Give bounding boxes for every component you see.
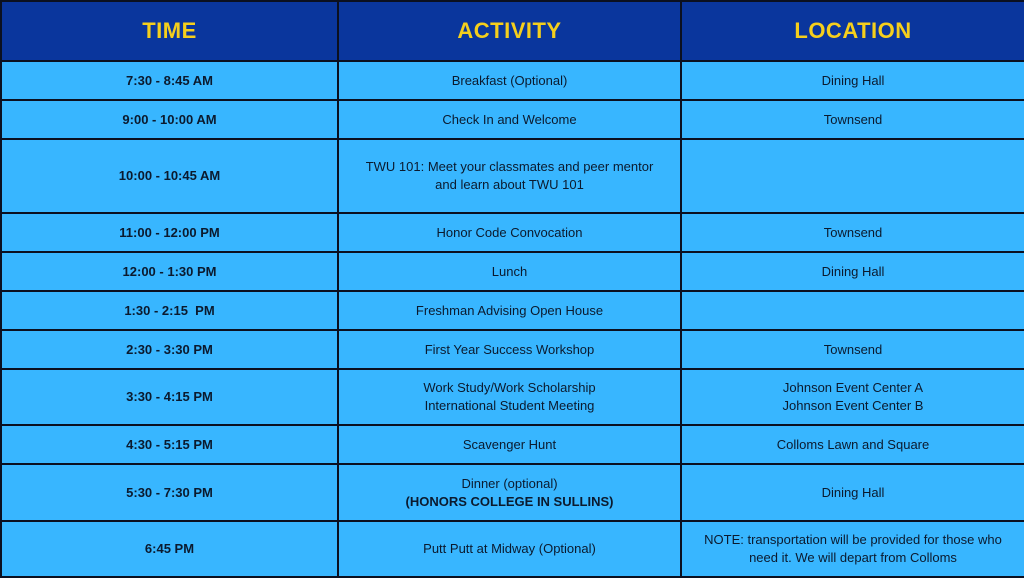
transport-note-line: need it. We will depart from Colloms (749, 550, 957, 565)
location-cell (681, 464, 1024, 521)
location-line: Colloms Lawn and Square (776, 436, 930, 452)
activity-cell (338, 330, 681, 369)
activity-cell (338, 252, 681, 291)
header-row (1, 1, 1024, 61)
time-cell: 2:30 - 3:30 PM (1, 330, 338, 369)
activity-header: ACTIVITY (338, 1, 681, 61)
activity-line: Check In and Welcome (442, 111, 577, 127)
table-row (1, 252, 1024, 291)
location-cell (681, 521, 1024, 577)
activity-cell (338, 139, 681, 213)
activity-line: and learn about TWU 101 (435, 177, 584, 192)
time-cell: 5:30 - 7:30 PM (1, 464, 338, 521)
table-row (1, 330, 1024, 369)
location-cell (681, 369, 1024, 425)
location-cell (681, 139, 1024, 213)
time-cell: 9:00 - 10:00 AM (1, 100, 338, 139)
location-cell (681, 252, 1024, 291)
location-cell (681, 330, 1024, 369)
activity-line: Work Study/Work Scholarship (423, 380, 596, 395)
location-line: Townsend (823, 111, 883, 127)
location-line: Townsend (823, 224, 883, 240)
table-row (1, 425, 1024, 464)
location-line: Johnson Event Center A (782, 380, 924, 395)
location-line: Johnson Event Center B (782, 398, 924, 413)
activity-line: Freshman Advising Open House (415, 302, 604, 318)
location-cell (681, 61, 1024, 100)
activity-cell (338, 61, 681, 100)
table-row (1, 61, 1024, 100)
activity-line: International Student Meeting (424, 398, 595, 413)
transport-note-line: NOTE: transportation will be provided for those who (704, 532, 1002, 547)
activity-line: TWU 101: Meet your classmates and peer mentor (365, 159, 654, 174)
activity-cell (338, 464, 681, 521)
activity-cell (338, 369, 681, 425)
activity-line: Putt Putt at Midway (Optional) (423, 541, 596, 556)
table-row (1, 213, 1024, 252)
time-cell: 10:00 - 10:45 AM (1, 139, 338, 213)
table-row (1, 100, 1024, 139)
time-cell: 1:30 - 2:15 PM (1, 291, 338, 330)
location-cell (681, 291, 1024, 330)
location-cell (681, 425, 1024, 464)
location-line: Dining Hall (821, 72, 885, 88)
honors-note: (HONORS COLLEGE IN SULLINS) (405, 493, 614, 509)
location-cell (681, 213, 1024, 252)
activity-cell (338, 291, 681, 330)
table-row (1, 291, 1024, 330)
location-line: Townsend (823, 341, 883, 357)
activity-line: Breakfast (Optional) (451, 72, 568, 88)
activity-cell (338, 213, 681, 252)
time-header: TIME (1, 1, 338, 61)
activity-line: Lunch (491, 263, 528, 279)
location-line: Dining Hall (821, 484, 885, 500)
table-row (1, 139, 1024, 213)
time-cell: 12:00 - 1:30 PM (1, 252, 338, 291)
activity-cell (338, 425, 681, 464)
table-row (1, 369, 1024, 425)
activity-cell (338, 100, 681, 139)
activity-line: Scavenger Hunt (462, 436, 557, 452)
location-line: Dining Hall (821, 263, 885, 279)
time-cell: 6:45 PM (1, 521, 338, 577)
time-cell: 4:30 - 5:15 PM (1, 425, 338, 464)
activity-line: Honor Code Convocation (436, 224, 583, 240)
activity-line: Dinner (optional) (461, 475, 558, 491)
activity-line: First Year Success Workshop (424, 341, 595, 357)
activity-cell (338, 521, 681, 577)
table-row (1, 521, 1024, 577)
location-header: LOCATION (681, 1, 1024, 61)
table-row (1, 464, 1024, 521)
time-cell: 7:30 - 8:45 AM (1, 61, 338, 100)
time-cell: 11:00 - 12:00 PM (1, 213, 338, 252)
location-cell (681, 100, 1024, 139)
time-cell: 3:30 - 4:15 PM (1, 369, 338, 425)
